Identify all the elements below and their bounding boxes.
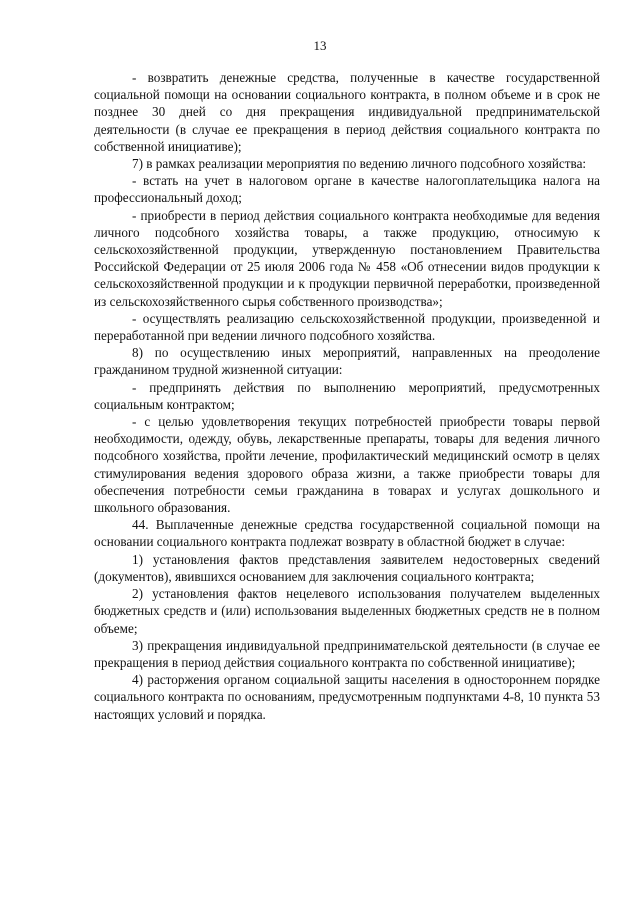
paragraph-item-7: 7) в рамках реализации мероприятия по ведению личного подсобного хозяйства:	[132, 156, 587, 172]
page-number: 13	[313, 38, 327, 53]
paragraph-subitem-2: 2) установления фактов нецелевого использования получателем выделенных бюджетных средств и (или) использования выделенных бюджетных средств не в полном объеме;	[94, 586, 600, 636]
paragraph-item-44: 44. Выплаченные денежные средства государственной социальной помощи на основании социального контракта подлежат возврату в областной бюджет в случае:	[94, 517, 600, 550]
paragraph-tax-registration: - встать на учет в налоговом органе в качестве налогоплательщика налога на профессиональный доход;	[94, 173, 600, 206]
paragraph-return-funds: - возвратить денежные средства, полученные в качестве государственной социальной помощи на основании социального контракта, в полном объеме и в срок не позднее 30 дней со дня прекращения индивидуальной предпринимательской деятельности (в случае ее прекращения в период действия социального контракта по собственной инициативе);	[94, 70, 600, 154]
paragraph-take-actions: - предпринять действия по выполнению мероприятий, предусмотренных социальным контрактом;	[94, 379, 600, 412]
paragraph-item-8: 8) по осуществлению иных мероприятий, направленных на преодоление гражданином трудной жизненной ситуации:	[94, 345, 600, 378]
paragraph-current-needs: - с целью удовлетворения текущих потребностей приобрести товары первой необходимости, одежду, обувь, лекарственные препараты, товары для ведения личного подсобного хозяйства, пройти лечение, профилактический медицинский осмотр в целях стимулирования ведения здорового образа жизни, а также приобрести товары для обеспечения потребности семьи гражданина в товарах и услугах дошкольного и школьного образования.	[94, 414, 600, 516]
paragraph-subitem-1: 1) установления фактов представления заявителем недостоверных сведений (документов), явившихся основанием для заключения социального контракта;	[94, 551, 600, 584]
document-body	[94, 69, 600, 723]
paragraph-sell-produce: - осуществлять реализацию сельскохозяйственной продукции, произведенной и переработанной при ведении личного подсобного хозяйства.	[94, 310, 600, 344]
paragraph-subitem-3: 3) прекращения индивидуальной предпринимательской деятельности (в случае ее прекращения в период действия социального контракта по собственной инициативе);	[94, 637, 600, 670]
paragraph-acquire-goods: - приобрести в период действия социального контракта необходимые для ведения личного подсобного хозяйства товары, а также продукцию, относимую к сельскохозяйственной продукции, утвержденную постановлением Правительства Российской Федерации от 25 июля 2006 года № 458 «Об отнесении видов продукции к сельскохозяйственной продукции и к продукции первичной переработки, произведенной из сельскохозяйственного сырья собственного производства»;	[94, 207, 600, 309]
paragraph-subitem-4: 4) расторжения органом социальной защиты населения в одностороннем порядке социального контракта по основаниям, предусмотренным подпунктами 4-8, 10 пункта 53 настоящих условий и порядка.	[94, 672, 600, 722]
